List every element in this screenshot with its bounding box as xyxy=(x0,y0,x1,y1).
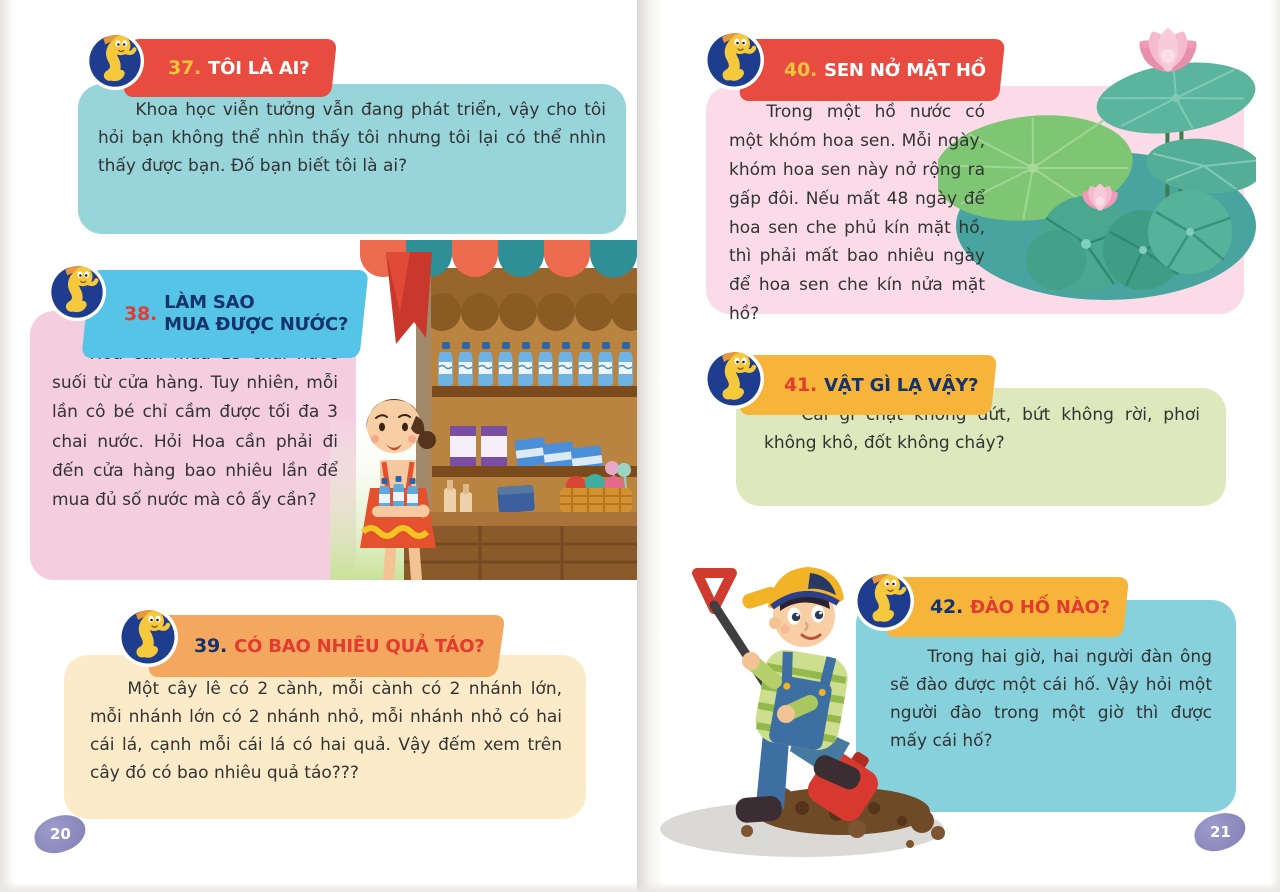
puzzle-question-text: Trong một hồ nước có một khóm hoa sen. Mỗi ngày, khóm hoa sen này nở rộng ra gấp đôi. Nếu mất 48 ngày để hoa sen che phủ kín mặt hồ, thì phải mất bao nhiêu ngày để hoa sen che kín nửa mặt hồ? xyxy=(729,102,985,325)
page-number-badge: 20 xyxy=(30,810,89,858)
page-edge-bottom xyxy=(0,882,1280,892)
puzzle-number: 37. xyxy=(168,57,202,79)
puzzle-ribbon-40 xyxy=(742,39,1002,101)
puzzle-title: TÔI LÀ AI? xyxy=(208,57,310,79)
puzzle-title: VẬT GÌ LẠ VẬY? xyxy=(824,374,979,396)
puzzle-question-text: Một cây lê có 2 cành, mỗi cành có 2 nhánh lớn, mỗi nhánh lớn có 2 nhánh nhỏ, mỗi nhánh nhỏ có hai cái lá, cạnh mỗi cái lá có hai quả. Vậy đếm xem trên cây đó có bao nhiêu quả táo??? xyxy=(90,679,562,783)
page-edge-left xyxy=(0,0,14,892)
mascot-worm-icon xyxy=(46,261,108,323)
puzzle-ribbon-42 xyxy=(888,577,1126,637)
mascot-worm-icon xyxy=(702,28,766,92)
mascot-worm-icon xyxy=(84,30,146,92)
mascot-worm-icon xyxy=(116,605,180,669)
puzzle-question-text: Trong hai giờ, hai người đàn ông sẽ đào được một cái hố. Vậy hỏi một người đào trong một giờ thì được mấy cái hố? xyxy=(890,647,1212,751)
puzzle-question-text: Hoa cần mua 13 chai nước suối từ cửa hàng. Tuy nhiên, mỗi lần cô bé chỉ cầm được tối đa 3 chai nước. Hỏi Hoa cần phải đi đến cửa hàng bao nhiêu lần để mua đủ số nước mà cô ấy cần? xyxy=(52,344,338,511)
puzzle-title: CÓ BAO NHIÊU QUẢ TÁO? xyxy=(234,635,485,657)
puzzle-ribbon-37 xyxy=(126,39,334,97)
mascot-worm-icon xyxy=(702,347,766,411)
puzzle-title: ĐÀO HỐ NÀO? xyxy=(970,596,1110,618)
page-number-badge: 21 xyxy=(1190,808,1249,856)
puzzle-ribbon-38 xyxy=(86,270,364,358)
puzzle-question-text: Khoa học viễn tưởng vẫn đang phát triển, vậy cho tôi hỏi bạn không thể nhìn thấy tôi nhưng tôi lại có thể nhìn thấy được bạn. Đố bạn biết tôi là ai? xyxy=(98,100,606,176)
mascot-worm-icon xyxy=(852,569,916,633)
puzzle-number: 41. xyxy=(784,374,818,396)
puzzle-question-text: Cái gì chặt không đứt, bứt không rời, phơi không khô, đốt không cháy? xyxy=(764,405,1200,453)
puzzle-title: SEN NỞ MẶT HỒ xyxy=(824,59,986,81)
store-girl-buying-water-illustration xyxy=(330,240,637,580)
puzzle-number: 38. xyxy=(124,303,158,325)
puzzle-number: 42. xyxy=(930,596,964,618)
puzzle-ribbon-39 xyxy=(152,615,501,677)
puzzle-number: 39. xyxy=(194,635,228,657)
puzzle-number: 40. xyxy=(784,59,818,81)
page-edge-right xyxy=(1270,0,1280,892)
puzzle-title: LÀM SAO MUA ĐƯỢC NƯỚC? xyxy=(164,292,349,335)
puzzle-ribbon-41 xyxy=(742,355,994,415)
